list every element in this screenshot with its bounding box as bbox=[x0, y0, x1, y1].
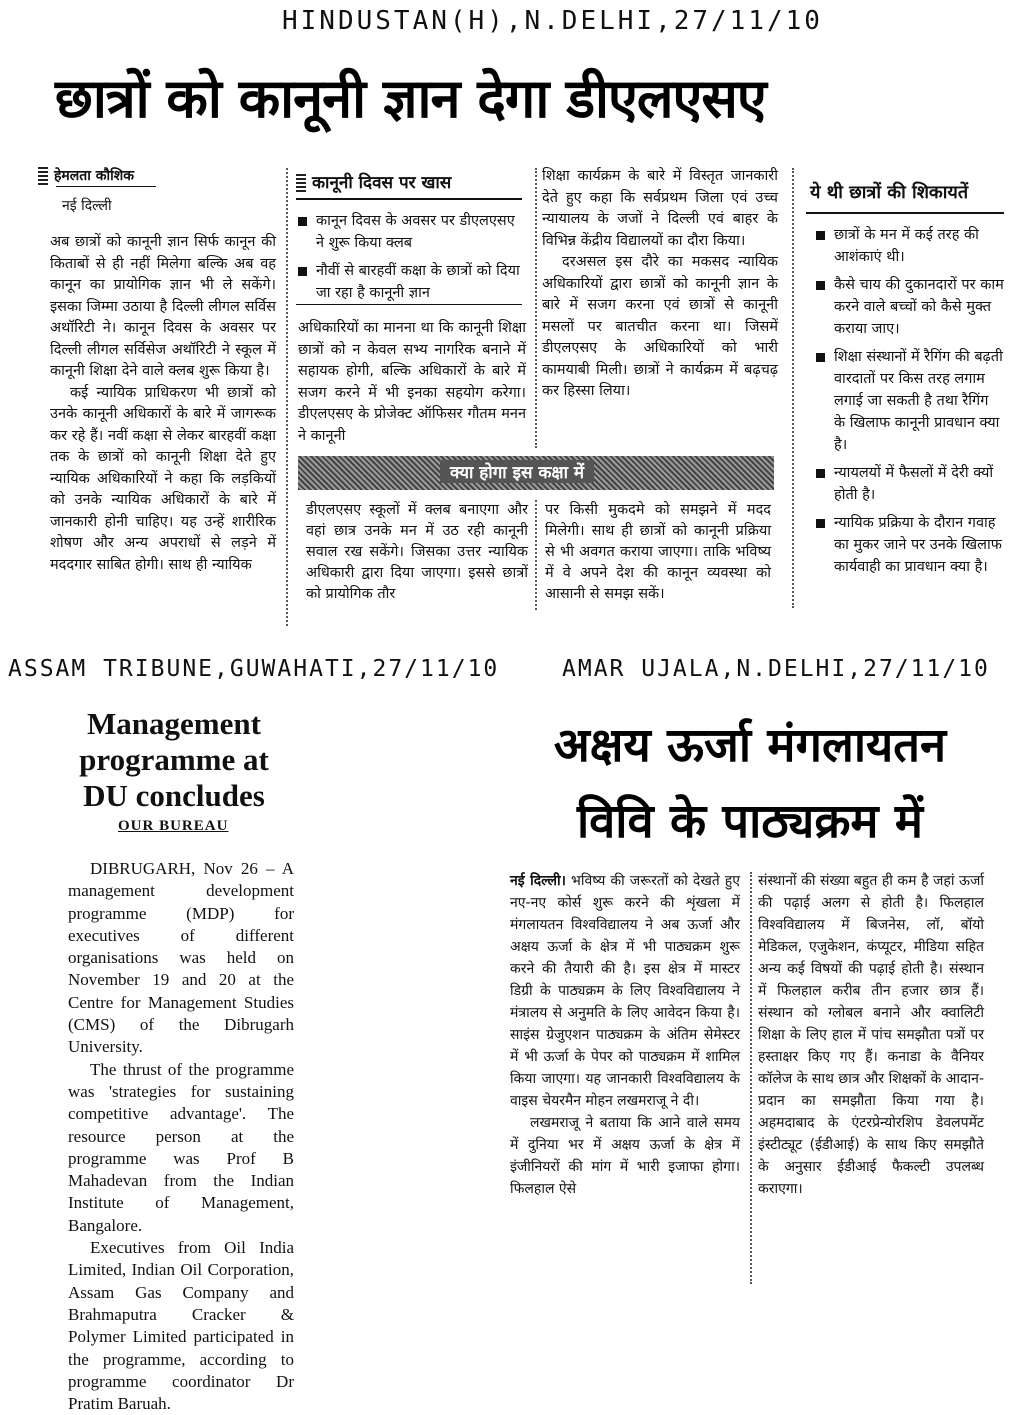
subhead-right-para: पर किसी मुकदमे को समझने में मदद मिलेगी। साथ ही छात्रों को कानूनी प्रक्रिया से भी अवगत कराया जाएगा। ताकि भविष्य में वे अपने देश की कानून व्यवस्था को आसानी से समझ सकें। bbox=[545, 502, 771, 602]
box-title-rule bbox=[296, 198, 522, 200]
complaint-3: शिक्षा संस्थानों में रैगिंग की बढ़ती वारदातों पर किस तरह लगाम लगाई जा सकती है तथा रैगिंग के खिलाफ कानूनी प्रावधान क्या है। bbox=[814, 346, 1004, 456]
assam-headline bbox=[54, 706, 294, 814]
amar-headline-line-2: विवि के पाठ्यक्रम में bbox=[576, 794, 924, 849]
byline-marker-icon bbox=[38, 167, 48, 185]
assam-headline-line-1: Management bbox=[87, 706, 261, 741]
byline-rule bbox=[56, 186, 156, 187]
assam-para-1: DIBRUGARH, Nov 26 – A management development programme (MDP) for executives of different organisations was held on November 19 and 20 at the Centre for Management Studies (CMS) of the Dibrugarh University. bbox=[68, 859, 294, 1057]
amar-headline-line-1: अक्षय ऊर्जा मंगलायतन bbox=[553, 718, 947, 773]
assam-para-3: Executives from Oil India Limited, Indian Oil Corporation, Assam Gas Company and Brahmaputra Cracker & Polymer Limited participated in the programme, according to programme coordinator Dr Pratim Baruah. bbox=[68, 1238, 294, 1414]
subhead-right-text bbox=[545, 500, 771, 605]
assam-byline: OUR BUREAU bbox=[118, 818, 229, 834]
assam-headline-line-2: programme at bbox=[79, 742, 269, 777]
amar-right-column bbox=[758, 870, 984, 1200]
col3-para-1: शिक्षा कार्यक्रम के बारे में विस्तृत जानकारी देते हुए कहा कि सर्वप्रथम जिला एवं उच्च न्यायालय के जजों ने दिल्ली एवं बाहर के विभिन्न केंद्रीय विद्यालयों का दौरा किया। bbox=[542, 168, 778, 249]
side-box-border bbox=[792, 168, 794, 608]
hindustan-headline: छात्रों को कानूनी ज्ञान देगा डीएलएसए bbox=[55, 67, 766, 130]
assam-para-2: The thrust of the programme was 'strategies for sustaining competitive advantage'. The resource person at the programme was Prof B Mahadevan from the Indian Institute of Management, Bangalore. bbox=[68, 1059, 294, 1235]
complaint-2: कैसे चाय की दुकानदारों पर काम करने वाले बच्चों को कैसे मुक्त कराया जाए। bbox=[814, 274, 1004, 340]
complaint-1: छात्रों के मन में कई तरह की आशंकाएं थी। bbox=[814, 224, 1004, 268]
amar-source-line: AMAR UJALA,N.DELHI,27/11/10 bbox=[562, 656, 990, 682]
column-divider-3 bbox=[535, 500, 537, 610]
assam-headline-line-3: DU concludes bbox=[83, 778, 265, 813]
column-divider-2 bbox=[535, 168, 537, 448]
hindustan-column-2 bbox=[298, 318, 526, 447]
col1-para-1: अब छात्रों को कानूनी ज्ञान सिर्फ कानून की किताबों से ही नहीं मिलेगा बल्कि अब वह कानून का प्रायोगिक ज्ञान भी ले सकेंगे। इसका जिम्मा उठाया है दिल्ली लीगल सर्विस अथॉरिटी ने। कानून दिवस के अवसर पर दिल्ली लीगल सर्विसेज अथॉरिटी ने स्कूल में कानूनी शिक्षा देने वाले क्लब शुरू किया है। bbox=[50, 234, 276, 379]
amar-right-para: संस्थानों की संख्या बहुत ही कम है जहां ऊर्जा की पढ़ाई अलग से होती है। फिलहाल विश्वविद्यालय में बिजनेस, लॉ, बॉयो मेडिकल, एजुकेशन, कंप्यूटर, मीडिया सहित अन्य कई विषयों की पढ़ाई होती है। संस्थान में फिलहाल करीब तीन हजार छात्र हैं। संस्थान को ग्लोबल बनाने और क्वालिटी शिक्षा के लिए हाल में पांच समझौता पत्रों पर हस्ताक्षर किए गए हैं। कनाडा के वैनियर कॉलेज के साथ छात्र और शिक्षकों के आदान-प्रदान का समझौता किया गया है। अहमदाबाद के एंटरप्रेन्योरशिप डेवलपमेंट इंस्टीट्यूट (ईडीआई) के साथ किए समझौते के अनुसार ईडीआई फैकल्टी उपलब्ध कराएगा। bbox=[758, 873, 984, 1197]
complaints-list bbox=[814, 224, 1004, 584]
complaint-5: न्यायिक प्रक्रिया के दौरान गवाह का मुकर जाने पर उनके खिलाफ कार्यवाही का प्रावधान क्या है। bbox=[814, 512, 1004, 578]
assam-body bbox=[68, 858, 294, 1415]
amar-column-divider bbox=[750, 872, 752, 1284]
key-point-2: नौवीं से बारहवीं कक्षा के छात्रों को दिया जा रहा है कानूनी ज्ञान bbox=[296, 260, 522, 304]
amar-dateline: नई दिल्ली। bbox=[510, 873, 566, 889]
assam-source-line: ASSAM TRIBUNE,GUWAHATI,27/11/10 bbox=[8, 656, 500, 682]
hindustan-source-line: HINDUSTAN(H),N.DELHI,27/11/10 bbox=[282, 6, 823, 36]
amar-left-para-2: लखमराजू ने बताया कि आने वाले समय में दुनिया भर में अक्षय ऊर्जा के क्षेत्र में इंजीनियरों की मांग में भारी इजाफा होगा। फिलहाल ऐसे bbox=[510, 1115, 740, 1197]
key-points-title-text: कानूनी दिवस पर खास bbox=[312, 173, 452, 193]
hindustan-place: नई दिल्ली bbox=[62, 198, 112, 214]
complaint-4: न्यायलयों में फैसलों में देरी क्यों होती है। bbox=[814, 462, 1004, 506]
side-box-rule bbox=[806, 212, 1004, 214]
col2-para: अधिकारियों का मानना था कि कानूनी शिक्षा छात्रों को न केवल सभ्य नागरिक बनाने में सहायक होगी, बल्कि अधिकारों के बारे में सजग करने में भी इनका सहयोग करेगा। डीएलएसए के प्रोजेक्ट ऑफिसर गौतम मनन ने कानूनी bbox=[298, 320, 526, 444]
hindustan-column-3 bbox=[542, 166, 778, 403]
subhead-left-para: डीएलएसए स्कूलों में क्लब बनाएगा और वहां छात्र उनके मन में उठ रही कानूनी सवाल रख सकेंगे। जिसका उत्तर न्यायिक अधिकारी द्वारा दिया जाएगा। इससे छात्रों को प्रायोगिक तौर bbox=[306, 502, 528, 602]
subhead-bar-title: क्या होगा इस कक्षा में bbox=[440, 460, 594, 483]
column-divider bbox=[286, 168, 288, 626]
amar-headline bbox=[510, 708, 990, 860]
box-bottom-rule bbox=[296, 304, 522, 305]
amar-left-text-1: भविष्य की जरूरतों को देखते हुए नए-नए कोर्स शुरू करने की शृंखला में मंगलायतन विश्वविद्यालय ने अब ऊर्जा और अक्षय ऊर्जा के क्षेत्र में भी पाठ्यक्रम शुरू करने की तैयारी की है। इस क्षेत्र में मास्टर डिग्री के पाठ्यक्रम के लिए विश्वविद्यालय ने मंत्रालय से अनुमति के लिए आवेदन किया है। साइंस ग्रेजुएशन पाठ्यक्रम के अंतिम सेमेस्टर में भी ऊर्जा के पेपर को पाठ्यक्रम में शामिल किया जाएगा। यह जानकारी विश्वविद्यालय के वाइस चेयरमैन मोहन लखमराजू ने दी। bbox=[510, 873, 740, 1109]
col1-para-2: कई न्यायिक प्राधिकरण भी छात्रों को उनके कानूनी अधिकारों के बारे में जागरूक कर रहे हैं। नवीं कक्षा से लेकर बारहवीं कक्षा तक के छात्रों को कानूनी शिक्षा देते हुए न्यायिक अधिकारियों ने कहा कि लड़कियों को उनके न्यायिक अधिकारों के बारे में जानकारी होनी चाहिए। यह उन्हें शारीरिक शोषण और अन्य अपराधों से लड़ने में मददगार साबित होगी। साथ ही न्यायिक bbox=[50, 384, 276, 573]
key-points-list bbox=[296, 210, 522, 310]
hindustan-column-1 bbox=[50, 232, 276, 576]
key-point-1: कानून दिवस के अवसर पर डीएलएसए ने शुरू किया क्लब bbox=[296, 210, 522, 254]
amar-left-column bbox=[510, 870, 740, 1200]
col3-para-2: दरअसल इस दौरे का मकसद न्यायिक अधिकारियों द्वारा छात्रों को कानूनी ज्ञान के बारे में सजग करना एवं छात्रों से कानूनी मसलों पर बातचीत करना था। जिसमें डीएलएसए के अधिकारियों को भारी कामयाबी मिली। छात्रों ने कार्यक्रम में बढ़चढ़ कर हिस्सा लिया। bbox=[542, 254, 778, 399]
byline-name: हेमलता कौशिक bbox=[54, 168, 135, 184]
hindustan-byline bbox=[38, 166, 134, 185]
subhead-left-text bbox=[306, 500, 528, 605]
key-points-box-title bbox=[296, 170, 451, 193]
amar-left-para-1 bbox=[510, 870, 740, 1112]
side-box-title: ये थी छात्रों की शिकायतें bbox=[810, 182, 969, 203]
box-marker-icon bbox=[296, 174, 306, 192]
